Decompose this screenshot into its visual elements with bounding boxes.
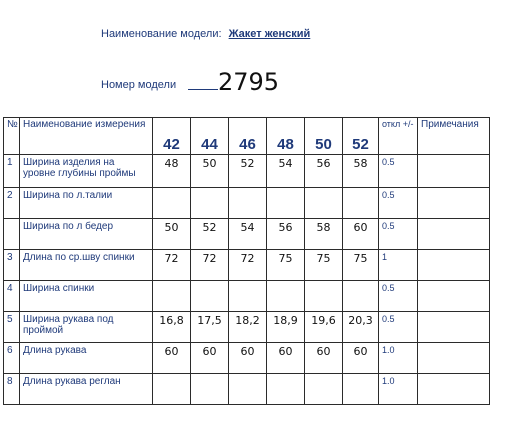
measurement-value [191,374,229,405]
measurement-name: Длина по ср.шву спинки [20,250,153,281]
tolerance-value: 0.5 [379,219,418,250]
measurement-value: 72 [229,250,267,281]
col-tolerance-header: откл +/- [379,118,418,155]
model-number-underline [188,89,218,90]
measurement-value: 60 [267,343,305,374]
measurement-value [267,188,305,219]
size-header: 46 [229,118,267,155]
row-number [4,219,20,250]
measurements-table [3,117,490,405]
model-name-label: Наименование модели: [101,28,222,40]
measurement-value: 48 [153,155,191,188]
measurement-value: 60 [229,343,267,374]
notes-cell [418,374,490,405]
size-header: 48 [267,118,305,155]
measurement-value [229,188,267,219]
table-row [4,155,490,188]
notes-cell [418,312,490,343]
measurement-value: 52 [191,219,229,250]
table-row [4,281,490,312]
tolerance-value: 0.5 [379,312,418,343]
measurement-name: Длина рукава реглан [20,374,153,405]
model-number-value: 2795 [218,68,280,96]
tolerance-value: 1.0 [379,343,418,374]
table-row [4,250,490,281]
measurement-value [153,281,191,312]
measurement-value: 50 [191,155,229,188]
measurement-value: 72 [153,250,191,281]
measurement-value: 56 [305,155,343,188]
notes-cell [418,343,490,374]
table-row [4,219,490,250]
col-name-header: Наименование измерения [20,118,153,155]
measurement-value: 20,3 [343,312,379,343]
measurement-value: 56 [267,219,305,250]
measurement-value [267,374,305,405]
row-number: 4 [4,281,20,312]
table-row [4,374,490,405]
table-header-row [4,118,490,155]
row-number: 5 [4,312,20,343]
measurement-value [191,188,229,219]
col-no-header: № [4,118,20,155]
model-name-value: Жакет женский [228,28,311,40]
measurement-value: 52 [229,155,267,188]
measurement-value [343,281,379,312]
model-name-line [101,28,310,40]
size-header: 42 [153,118,191,155]
table-row [4,343,490,374]
tolerance-value: 0.5 [379,281,418,312]
notes-cell [418,155,490,188]
measurement-value: 75 [267,250,305,281]
measurement-value [305,188,343,219]
notes-cell [418,281,490,312]
model-number-label: Номер модели [101,79,177,91]
measurement-value: 18,2 [229,312,267,343]
measurement-value: 60 [343,219,379,250]
table-row [4,188,490,219]
measurement-value: 75 [343,250,379,281]
notes-cell [418,188,490,219]
measurement-value: 17,5 [191,312,229,343]
row-number: 3 [4,250,20,281]
measurement-value: 50 [153,219,191,250]
row-number: 6 [4,343,20,374]
measurement-name: Длина рукава [20,343,153,374]
measurement-name: Ширина по л бедер [20,219,153,250]
tolerance-value: 1 [379,250,418,281]
row-number: 1 [4,155,20,188]
measurement-value: 54 [267,155,305,188]
size-header: 50 [305,118,343,155]
measurement-value: 60 [153,343,191,374]
measurement-value [153,374,191,405]
measurement-value: 58 [343,155,379,188]
measurement-name: Ширина изделия на уровне глубины проймы [20,155,153,188]
tolerance-value: 0.5 [379,188,418,219]
row-number: 8 [4,374,20,405]
measurement-value [343,188,379,219]
measurement-value: 75 [305,250,343,281]
measurement-name: Ширина рукава под проймой [20,312,153,343]
notes-cell [418,219,490,250]
size-header: 52 [343,118,379,155]
measurement-value: 60 [343,343,379,374]
notes-cell [418,250,490,281]
measurement-value [229,281,267,312]
measurement-value [229,374,267,405]
measurement-name: Ширина по л.талии [20,188,153,219]
measurement-value [305,281,343,312]
measurement-name: Ширина спинки [20,281,153,312]
table-row [4,312,490,343]
measurement-value [267,281,305,312]
measurement-value [153,188,191,219]
measurement-value: 54 [229,219,267,250]
measurement-value: 60 [191,343,229,374]
measurement-value: 58 [305,219,343,250]
measurement-value: 60 [305,343,343,374]
row-number: 2 [4,188,20,219]
measurement-value: 19,6 [305,312,343,343]
measurement-value: 18,9 [267,312,305,343]
measurement-value [191,281,229,312]
tolerance-value: 0.5 [379,155,418,188]
tolerance-value: 1.0 [379,374,418,405]
measurement-value: 16,8 [153,312,191,343]
measurement-value [343,374,379,405]
measurement-value: 72 [191,250,229,281]
size-header: 44 [191,118,229,155]
measurement-value [305,374,343,405]
col-notes-header: Примечания [418,118,490,155]
